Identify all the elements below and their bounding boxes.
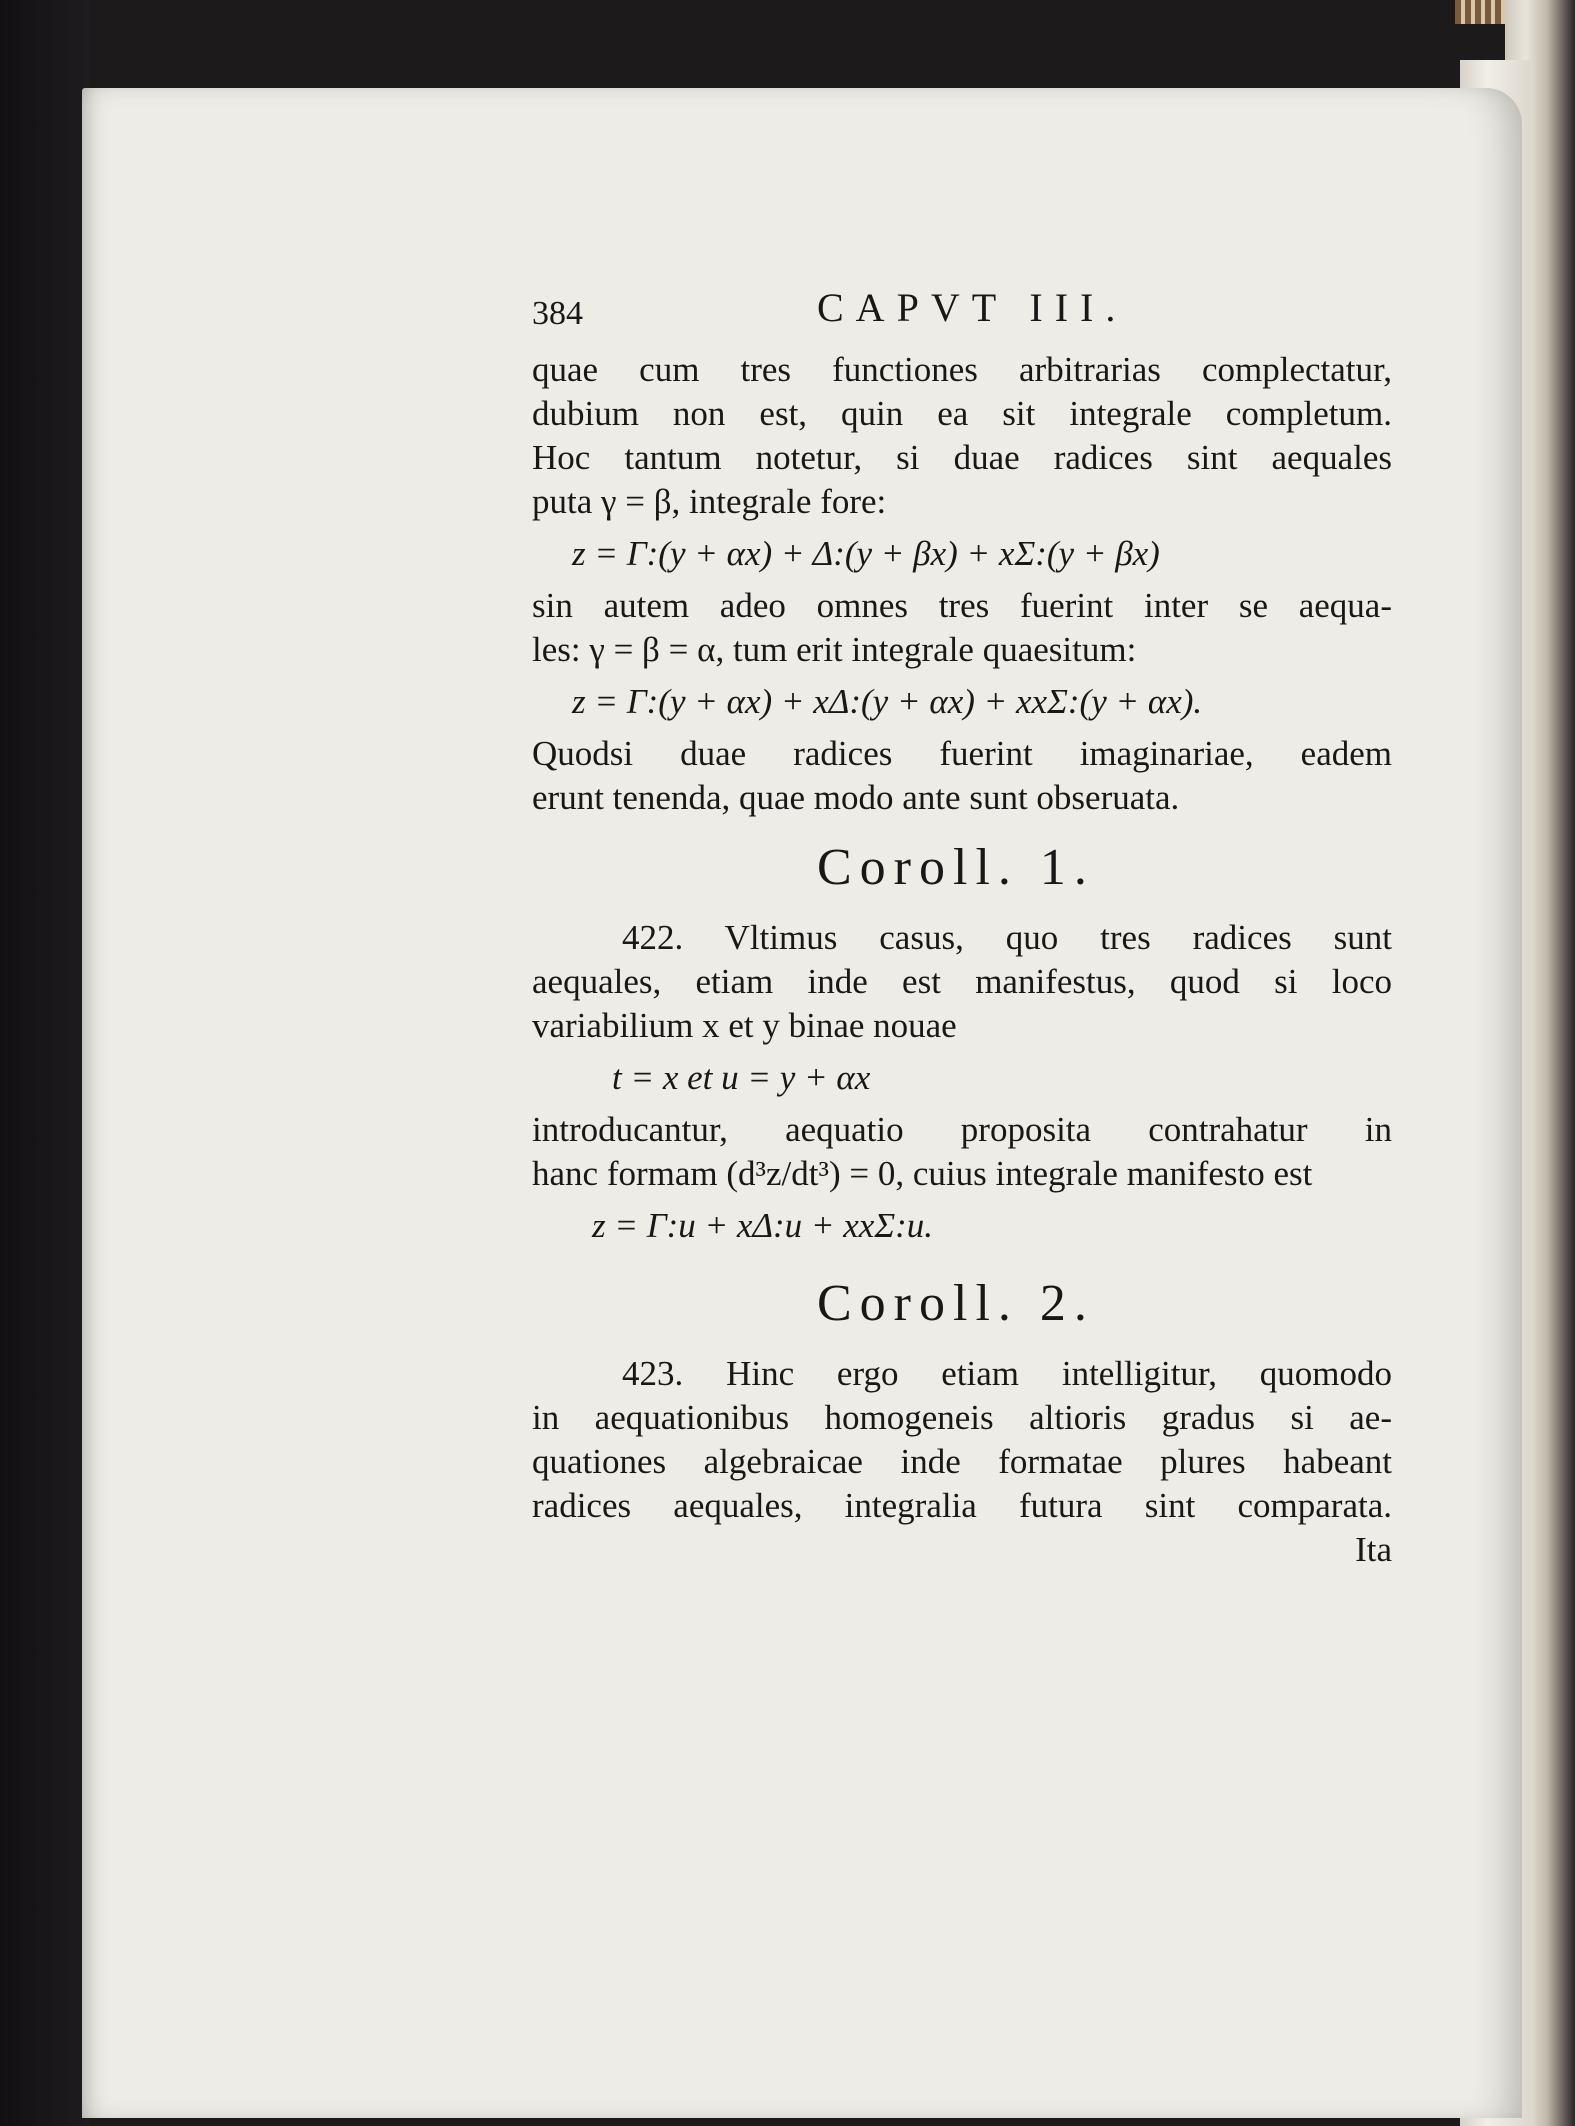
corollary-heading-1: Coroll. 1. bbox=[817, 839, 1095, 896]
text-line: hanc formam (d³z/dt³) = 0, cuius integrale manifesto est bbox=[532, 1154, 1313, 1193]
background-left bbox=[0, 0, 90, 2126]
text-line-content: 422. Vltimus casus, quo tres radices sunt bbox=[622, 918, 1392, 957]
text-line: aequales, etiam inde est manifestus, quod si loco bbox=[532, 962, 1392, 1001]
formula-2: z = Γ:(y + αx) + xΔ:(y + αx) + xxΣ:(y + αx). bbox=[572, 682, 1203, 721]
text-line: in aequationibus homogeneis altioris gradus si ae- bbox=[532, 1398, 1392, 1437]
text-line: Quodsi duae radices fuerint imaginariae, eadem bbox=[532, 734, 1392, 773]
paragraph-1 bbox=[532, 348, 1392, 524]
text-line: quae cum tres functiones arbitrarias complectatur, bbox=[532, 350, 1392, 389]
text-line: dubium non est, quin ea sit integrale completum. bbox=[532, 394, 1392, 433]
chapter-title: CAPVT III. bbox=[817, 285, 1128, 330]
paragraph-5 bbox=[532, 1108, 1392, 1196]
text-line bbox=[532, 916, 1392, 960]
text-line: Hoc tantum notetur, si duae radices sint aequales bbox=[532, 438, 1392, 477]
paragraph-3 bbox=[532, 732, 1392, 820]
text-line: introducantur, aequatio proposita contrahatur in bbox=[532, 1110, 1392, 1149]
text-line: variabilium x et y binae nouae bbox=[532, 1006, 957, 1045]
paragraph-6 bbox=[532, 1352, 1392, 1572]
formula-3: t = x et u = y + αx bbox=[612, 1058, 871, 1097]
corollary-heading-2: Coroll. 2. bbox=[817, 1275, 1095, 1332]
paragraph-4 bbox=[532, 916, 1392, 1048]
running-head bbox=[532, 282, 1392, 342]
catchword: Ita bbox=[1355, 1530, 1392, 1569]
text-line: puta γ = β, integrale fore: bbox=[532, 482, 887, 521]
text-line: radices aequales, integralia futura sint comparata. bbox=[532, 1486, 1392, 1525]
text-line bbox=[532, 1352, 1392, 1396]
text-line: quationes algebraicae inde formatae plures habeant bbox=[532, 1442, 1392, 1481]
text-line: les: γ = β = α, tum erit integrale quaesitum: bbox=[532, 630, 1137, 669]
formula-1: z = Γ:(y + αx) + Δ:(y + βx) + xΣ:(y + βx) bbox=[572, 534, 1160, 573]
formula-4: z = Γ:u + xΔ:u + xxΣ:u. bbox=[592, 1206, 934, 1245]
text-line: erunt tenenda, quae modo ante sunt obseruata. bbox=[532, 778, 1180, 817]
page-number: 384 bbox=[532, 295, 583, 332]
text-line-content: 423. Hinc ergo etiam intelligitur, quomodo bbox=[622, 1354, 1392, 1393]
page-content bbox=[532, 282, 1392, 1572]
paragraph-2 bbox=[532, 584, 1392, 672]
text-line: sin autem adeo omnes tres fuerint inter se aequa- bbox=[532, 586, 1392, 625]
